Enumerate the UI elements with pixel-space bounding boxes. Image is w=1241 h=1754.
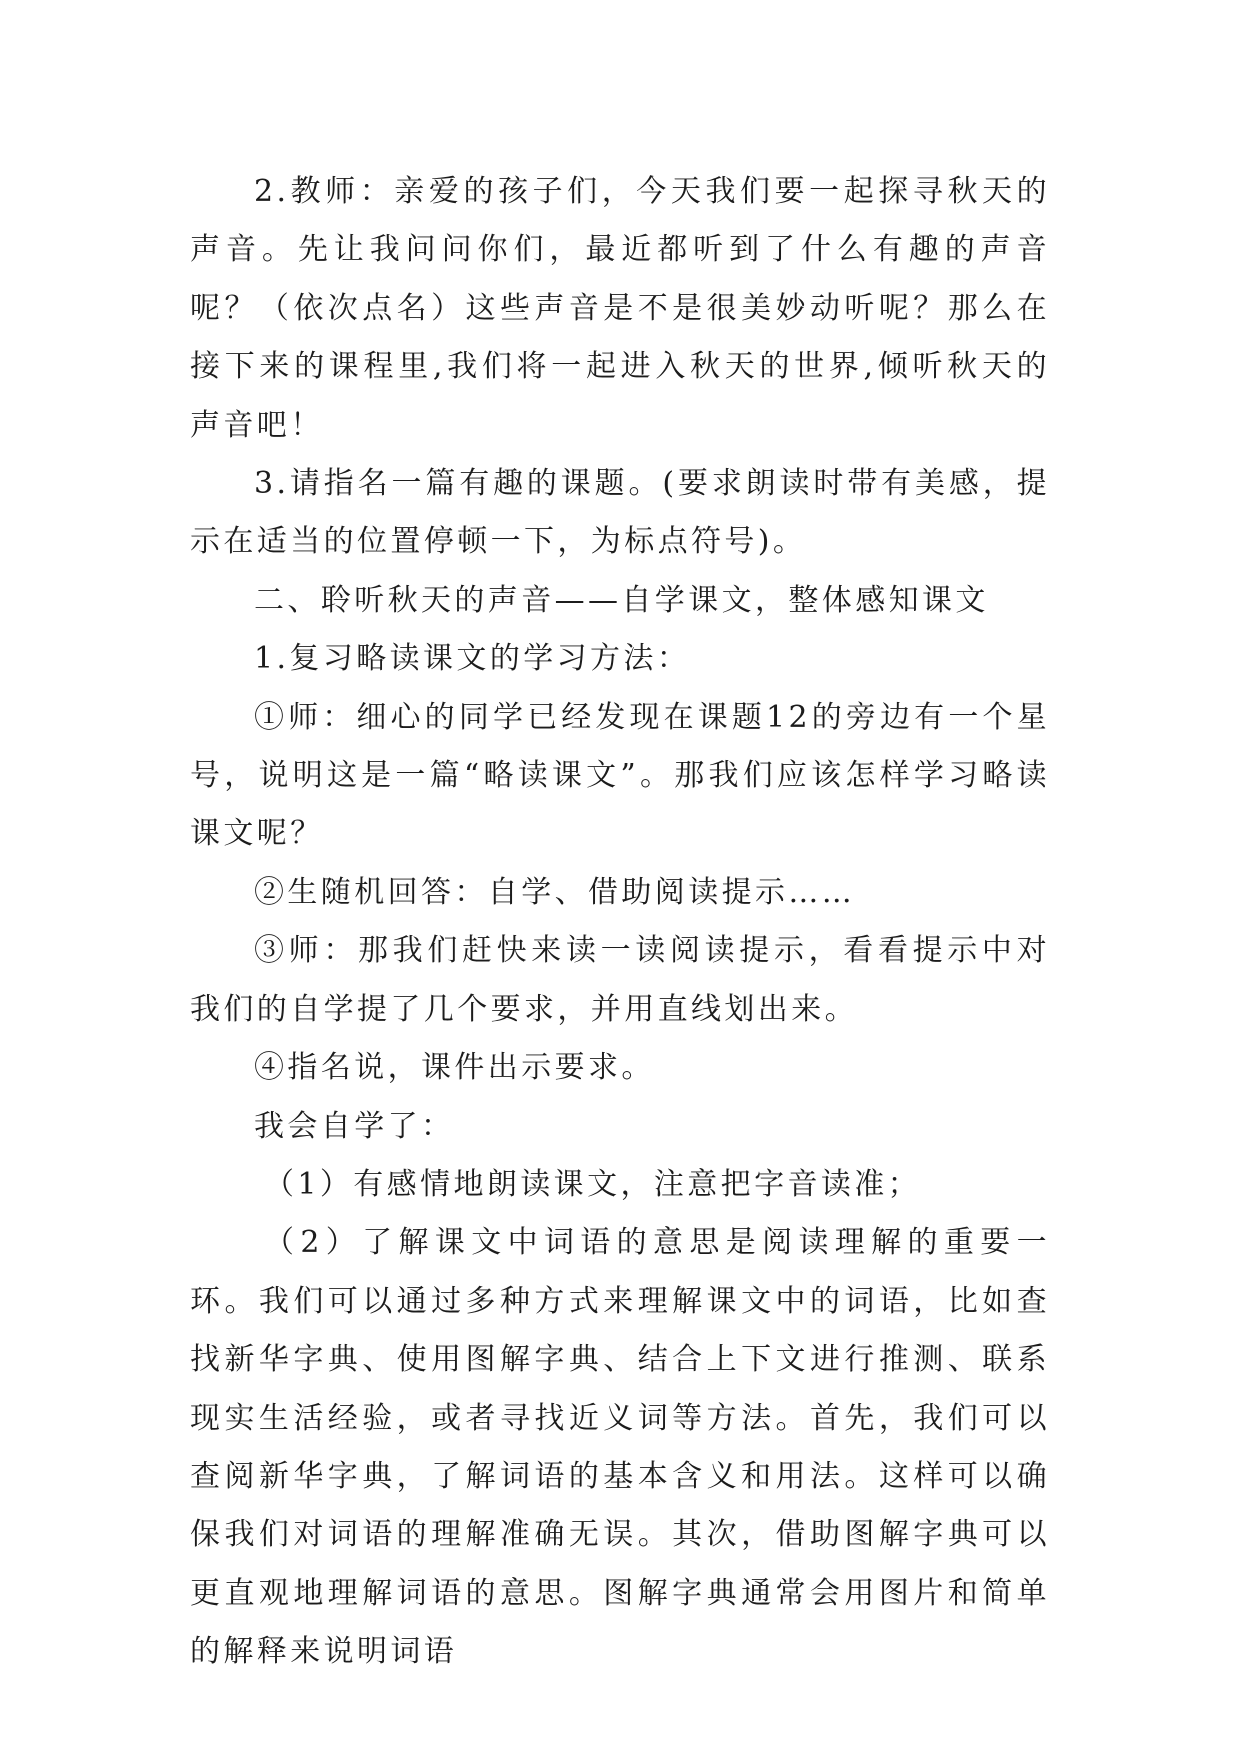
paragraph-teacher-intro: 2.教师：亲爱的孩子们，今天我们要一起探寻秋天的声音。先让我问问你们，最近都听到了什么有趣的声音呢？（依次点名）这些声音是不是很美妙动听呢？那么在接下来的课程里,我们将一起进入秋天的世界,倾听秋天的声音吧！ [190, 174, 1050, 443]
paragraph-step-1: ①师：细心的同学已经发现在课题12的旁边有一个星号，说明这是一篇“略读课文”。那我们应该怎样学习略读课文呢？ [190, 699, 1050, 852]
paragraph-step-3: ③师：那我们赶快来读一读阅读提示，看看提示中对我们的自学提了几个要求，并用直线划出来。 [190, 933, 1050, 1027]
section-heading: 二、聆听秋天的声音——自学课文，整体感知课文 [254, 582, 989, 618]
list-item-2: （2）了解课文中词语的意思是阅读理解的重要一环。我们可以通过多种方式来理解课文中的词语，比如查找新华字典、使用图解字典、结合上下文进行推测、联系现实生活经验，或者寻找近义词等方法。首先，我们可以查阅新华字典，了解词语的基本含义和用法。这样可以确保我们对词语的理解准确无误。其次，借助图解字典可以更直观地理解词语的意思。图解字典通常会用图片和简单的解释来说明词语 [190, 1225, 1050, 1670]
paragraph-step-2: ②生随机回答：自学、借助阅读提示…… [254, 874, 856, 910]
paragraph-step-4: ④指名说，课件出示要求。 [254, 1050, 655, 1086]
paragraph-read-title: 3.请指名一篇有趣的课题。(要求朗读时带有美感，提示在适当的位置停顿一下，为标点符号)。 [190, 466, 1050, 560]
paragraph-review-method: 1.复习略读课文的学习方法： [254, 641, 691, 677]
body-text [190, 163, 1050, 1682]
paragraph-self-study: 我会自学了： [254, 1108, 455, 1144]
list-item-1: （1）有感情地朗读课文，注意把字音读准； [264, 1166, 922, 1202]
